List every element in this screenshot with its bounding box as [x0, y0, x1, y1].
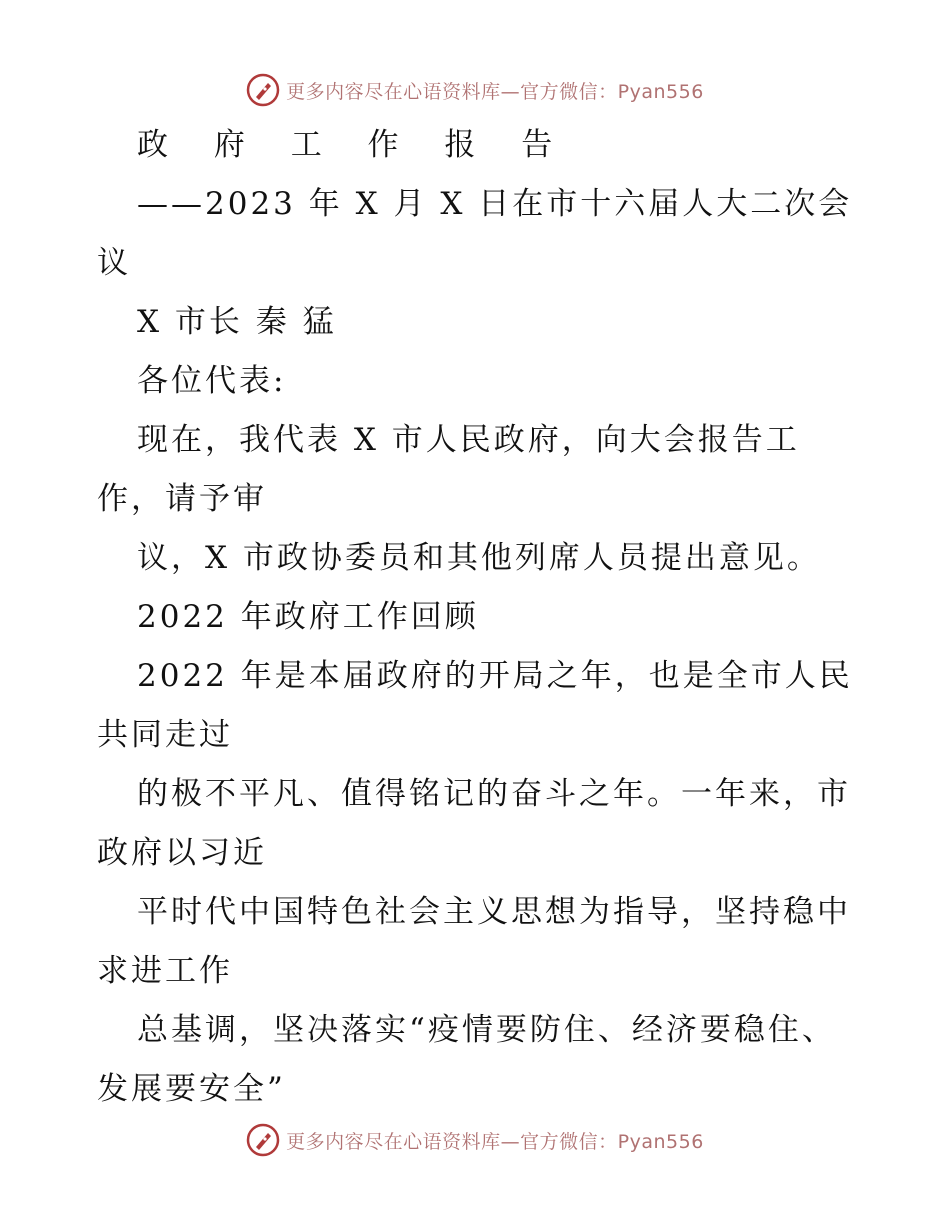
paragraph-line: 总基调，坚决落实“疫情要防住、经济要稳住、 [137, 1012, 836, 1048]
paragraph-line: 发展要安全” [97, 1071, 286, 1107]
document-subtitle: ——2023 年 X 月 X 日在市十六届人大二次会 [137, 186, 853, 222]
watermark-text: 更多内容尽在心语资料库—官方微信：Pyan556 [286, 1130, 704, 1153]
paragraph-line: 现在，我代表 X 市人民政府，向大会报告工 [137, 422, 800, 458]
paragraph-line: 平时代中国特色社会主义思想为指导，坚持稳中 [137, 894, 851, 930]
paragraph-line: 2022 年是本届政府的开局之年，也是全市人民 [137, 658, 853, 694]
paragraph-line: 政府以习近 [97, 835, 267, 871]
pen-nib-logo-icon [246, 73, 280, 107]
document-title: 政 府 工 作 报 告 [137, 127, 571, 163]
watermark-text: 更多内容尽在心语资料库—官方微信：Pyan556 [286, 80, 704, 103]
paragraph-line: 的极不平凡、值得铭记的奋斗之年。一年来，市 [137, 776, 851, 812]
footer-watermark [0, 1120, 950, 1160]
paragraph-line: 议，X 市政协委员和其他列席人员提出意见。 [137, 540, 821, 576]
paragraph-line: 求进工作 [97, 953, 233, 989]
paragraph-line: 作，请予审 [97, 481, 267, 517]
paragraph-line: 共同走过 [97, 717, 233, 753]
document-salutation: 各位代表: [137, 363, 287, 399]
document-subtitle-continued: 议 [97, 245, 131, 281]
section-heading: 2022 年政府工作回顾 [137, 599, 479, 635]
document-author: X 市长 秦 猛 [137, 304, 337, 340]
header-watermark [0, 70, 950, 110]
document-body [97, 116, 857, 1119]
pen-nib-logo-icon [246, 1123, 280, 1157]
